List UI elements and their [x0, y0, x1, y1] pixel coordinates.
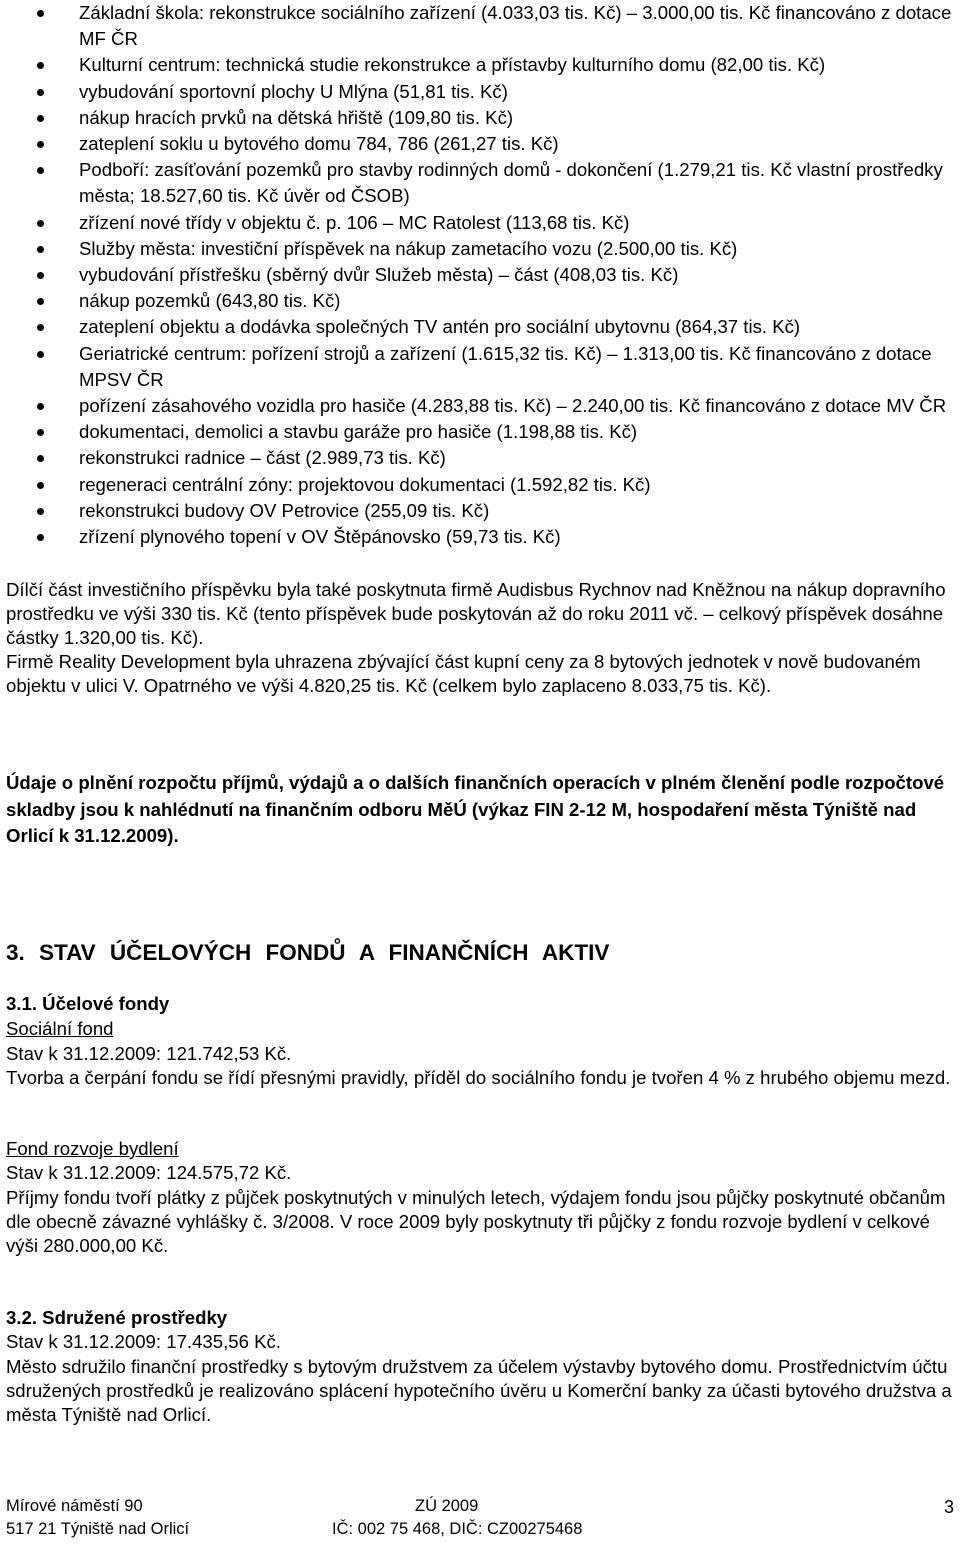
investment-bullet-list: [0, 0, 960, 550]
footer-address-line2: 517 21 Týniště nad Orlicí: [6, 1520, 190, 1538]
bullet-dot-icon: [37, 324, 44, 331]
bullet-item: [0, 52, 960, 78]
bullet-dot-icon: [37, 482, 44, 489]
bullet-item: [0, 445, 960, 471]
bullet-dot-icon: [37, 272, 44, 279]
bullet-dot-icon: [37, 403, 44, 410]
bullet-dot-icon: [37, 429, 44, 436]
bullet-text: rekonstrukci budovy OV Petrovice (255,09 tis. Kč): [79, 499, 490, 521]
housing-fund-title: Fond rozvoje bydlení: [6, 1138, 179, 1159]
bullet-item: [0, 0, 960, 52]
bullet-dot-icon: [37, 351, 44, 358]
bullet-dot-icon: [37, 62, 44, 69]
bullet-item: [0, 393, 960, 419]
bullet-text: Základní škola: rekonstrukce sociálního zařízení (4.033,03 tis. Kč) – 3.000,00 tis. Kč financováno z dotace MF ČR: [79, 2, 952, 50]
section-3-1-title: 3.1. Účelové fondy: [6, 993, 170, 1014]
bullet-dot-icon: [37, 220, 44, 227]
audisbus-paragraph: Dílčí část investičního příspěvku byla také poskytnuta firmě Audisbus Rychnov nad Kněžnou na nákup dopravního prostředku ve výši 330 tis. Kč (tento příspěvek bude poskytován až do roku 2011 vč. – celkový příspěvek dosáhne částky 1.320,00 tis. Kč).: [6, 579, 946, 648]
reality-development-paragraph: Firmě Reality Development byla uhrazena zbývající část kupní ceny za 8 bytových jednotek v nově budovaném objektu v ulici V. Opatrného ve výši 4.820,25 tis. Kč (celkem bylo zaplaceno 8.033,75 tis. Kč).: [6, 651, 921, 696]
bullet-text: zřízení plynového topení v OV Štěpánovsko (59,73 tis. Kč): [79, 526, 561, 548]
social-fund-title: Sociální fond: [6, 1018, 114, 1039]
bullet-text: zateplení soklu u bytového domu 784, 786 (261,27 tis. Kč): [79, 133, 559, 155]
bullet-item: [0, 341, 960, 393]
bullet-item: [0, 262, 960, 288]
bullet-item: [0, 314, 960, 340]
bullet-dot-icon: [37, 246, 44, 253]
section-3-2-title: 3.2. Sdružené prostředky: [6, 1307, 228, 1328]
bullet-dot-icon: [37, 115, 44, 122]
footer-document-code: ZÚ 2009: [415, 1497, 479, 1515]
social-fund-text: Tvorba a čerpání fondu se řídí přesnými pravidly, příděl do sociálního fondu je tvořen 4 % z hrubého objemu mezd.: [6, 1067, 951, 1088]
bullet-dot-icon: [37, 298, 44, 305]
bullet-text: zřízení nové třídy v objektu č. p. 106 – MC Ratolest (113,68 tis. Kč): [79, 211, 630, 233]
bullet-text: Kulturní centrum: technická studie rekonstrukce a přístavby kulturního domu (82,00 tis. Kč): [79, 54, 826, 76]
bullet-text: regeneraci centrální zóny: projektovou dokumentaci (1.592,82 tis. Kč): [79, 473, 651, 495]
bullet-text: Podboří: zasíťování pozemků pro stavby rodinných domů - dokončení (1.279,21 tis. Kč vlastní prostředky města; 18.527,60 tis. Kč úvěr od ČSOB): [79, 159, 943, 207]
bullet-item: [0, 157, 960, 209]
pooled-funds-state: Stav k 31.12.2009: 17.435,56 Kč.: [6, 1331, 281, 1352]
bullet-dot-icon: [37, 10, 44, 17]
bullet-dot-icon: [37, 89, 44, 96]
bullet-text: pořízení zásahového vozidla pro hasiče (4.283,88 tis. Kč) – 2.240,00 tis. Kč financováno z dotace MV ČR: [79, 395, 947, 417]
bullet-item: [0, 498, 960, 524]
bullet-text: nákup hracích prvků na dětská hřiště (109,80 tis. Kč): [79, 106, 514, 128]
bullet-item: [0, 472, 960, 498]
bullet-dot-icon: [37, 141, 44, 148]
bullet-item: [0, 524, 960, 550]
bullet-dot-icon: [37, 455, 44, 462]
bullet-item: [0, 419, 960, 445]
bullet-text: dokumentaci, demolici a stavbu garáže pro hasiče (1.198,88 tis. Kč): [79, 421, 638, 443]
housing-fund-state: Stav k 31.12.2009: 124.575,72 Kč.: [6, 1162, 292, 1183]
bullet-dot-icon: [37, 534, 44, 541]
footer-company-ids: IČ: 002 75 468, DIČ: CZ00275468: [332, 1520, 583, 1538]
bullet-text: vybudování přístřešku (sběrný dvůr Služeb města) – část (408,03 tis. Kč): [79, 264, 679, 286]
bullet-item: [0, 79, 960, 105]
bullet-item: [0, 236, 960, 262]
bullet-text: rekonstrukci radnice – část (2.989,73 tis. Kč): [79, 447, 446, 469]
bullet-text: nákup pozemků (643,80 tis. Kč): [79, 290, 341, 312]
bullet-item: [0, 131, 960, 157]
page-number: 3: [943, 1497, 954, 1517]
housing-fund-text: Příjmy fondu tvoří plátky z půjček poskytnutých v minulých letech, výdajem fondu jsou půjčky poskytnuté občanům dle obecně závazné vyhlášky č. 3/2008. V roce 2009 byly poskytnuty tři půjčky z fondu rozvoje bydlení v celkové výši 280.000,00 Kč.: [6, 1187, 946, 1256]
pooled-funds-text: Město sdružilo finanční prostředky s bytovým družstvem za účelem výstavby bytového domu. Prostřednictvím účtu sdružených prostředků je realizováno splácení hypotečního úvěru u Komerční banky za účasti bytového družstva a města Týniště nad Orlicí.: [6, 1356, 952, 1425]
bullet-dot-icon: [37, 167, 44, 174]
footer-address-line1: Mírové náměstí 90: [6, 1497, 143, 1515]
bullet-text: zateplení objektu a dodávka společných TV antén pro sociální ubytovnu (864,37 tis. Kč): [79, 316, 801, 338]
bullet-item: [0, 288, 960, 314]
bullet-dot-icon: [37, 508, 44, 515]
bullet-text: Služby města: investiční příspěvek na nákup zametacího vozu (2.500,00 tis. Kč): [79, 237, 738, 259]
section-3-title: 3. STAV ÚČELOVÝCH FONDŮ A FINANČNÍCH AKTIV: [6, 940, 610, 965]
bullet-text: vybudování sportovní plochy U Mlýna (51,81 tis. Kč): [79, 80, 508, 102]
bullet-item: [0, 105, 960, 131]
bullet-item: [0, 210, 960, 236]
bullet-text: Geriatrické centrum: pořízení strojů a zařízení (1.615,32 tis. Kč) – 1.313,00 tis. Kč financováno z dotace MPSV ČR: [79, 342, 932, 390]
budget-data-note: Údaje o plnění rozpočtu příjmů, výdajů a o dalších finančních operacích v plném členění podle rozpočtové skladby jsou k nahlédnutí na finančním odboru MěÚ (výkaz FIN 2-12 M, hospodaření města Týniště nad Orlicí k 31.12.2009).: [6, 772, 945, 846]
social-fund-state: Stav k 31.12.2009: 121.742,53 Kč.: [6, 1043, 292, 1064]
